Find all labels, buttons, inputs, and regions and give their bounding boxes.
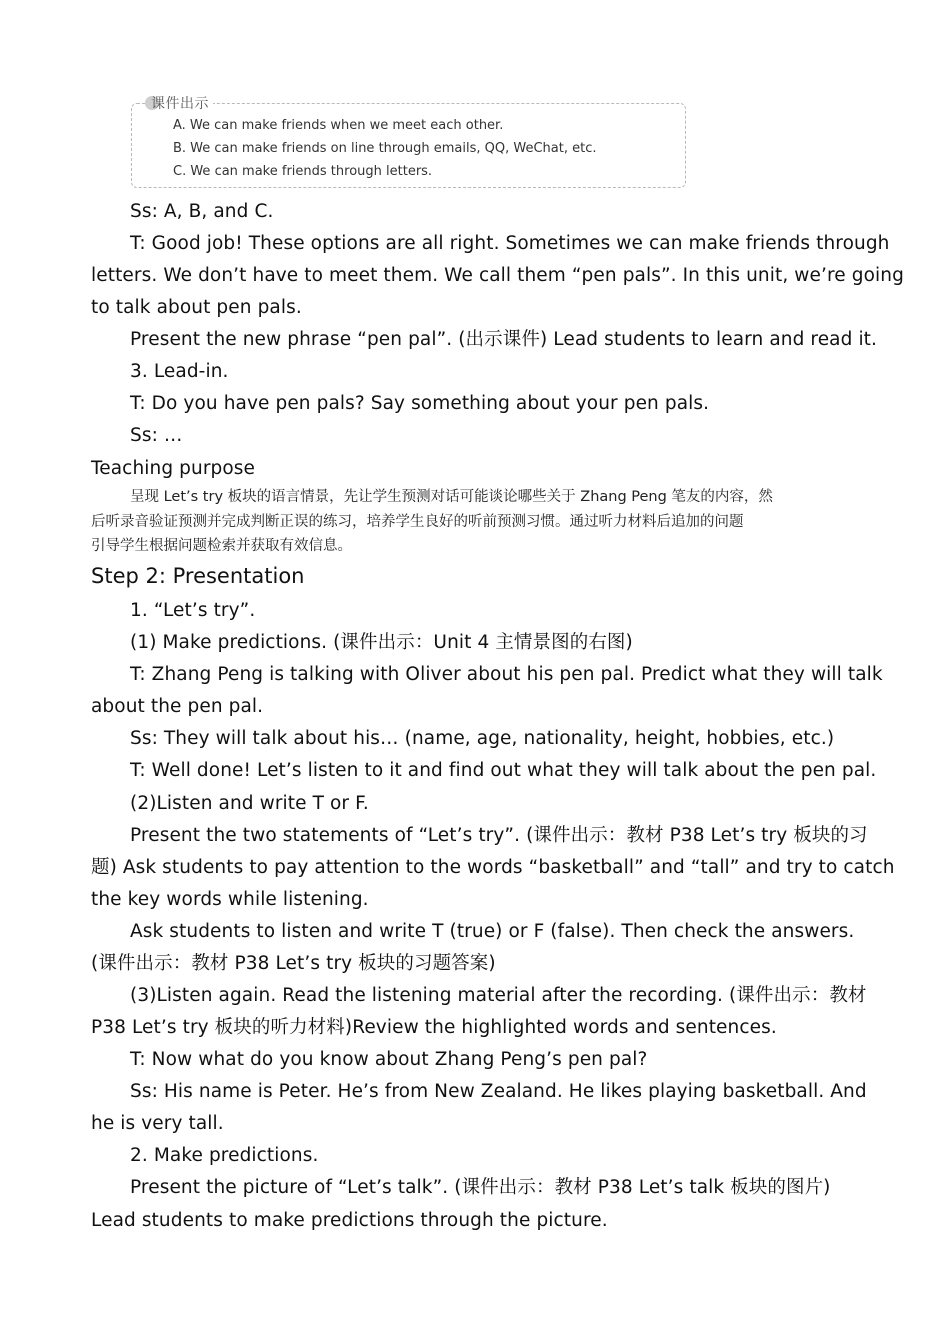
paragraph-line: to talk about pen pals.	[91, 297, 302, 318]
paragraph-line: T: Zhang Peng is talking with Oliver about his pen pal. Predict what they will talk	[130, 664, 883, 685]
paragraph-line: 1. “Let’s try”.	[130, 600, 256, 621]
paragraph-line: T: Good job! These options are all right. Sometimes we can make friends through	[130, 233, 890, 254]
paragraph-line: letters. We don’t have to meet them. We call them “pen pals”. In this unit, we’re going	[91, 265, 904, 286]
teaching-purpose-title: Teaching purpose	[91, 458, 256, 479]
paragraph-line: 2. Make predictions.	[130, 1145, 319, 1166]
paragraph-line: (课件出示：教材 P38 Let’s try 板块的习题答案)	[91, 953, 496, 974]
callout-option-c: C. We can make friends through letters.	[173, 164, 433, 179]
section-heading-step-2: Step 2: Presentation	[91, 564, 305, 588]
paragraph-line: Present the two statements of “Let’s try”. (课件出示：教材 P38 Let’s try 板块的习	[130, 825, 868, 846]
paragraph-line: T: Now what do you know about Zhang Peng’s pen pal?	[130, 1049, 648, 1070]
callout-option-a: A. We can make friends when we meet each other.	[173, 118, 504, 133]
paragraph-line: Present the picture of “Let’s talk”. (课件出示：教材 P38 Let’s talk 板块的图片)	[130, 1177, 831, 1198]
paragraph-line: Ss: A, B, and C.	[130, 201, 274, 222]
teaching-purpose-line: 引导学生根据问题检索并获取有效信息。	[91, 538, 352, 554]
paragraph-line: (3)Listen again. Read the listening material after the recording. (课件出示：教材	[130, 985, 867, 1006]
teaching-purpose-line: 后听录音验证预测并完成判断正误的练习，培养学生良好的听前预测习惯。通过听力材料后追加的问题	[91, 514, 744, 530]
paragraph-line: T: Well done! Let’s listen to it and find out what they will talk about the pen pal.	[130, 760, 877, 781]
paragraph-line: Lead students to make predictions through the picture.	[91, 1210, 608, 1231]
paragraph-line: Ss: His name is Peter. He’s from New Zealand. He likes playing basketball. And	[130, 1081, 867, 1102]
paragraph-line: 3. Lead-in.	[130, 361, 229, 382]
paragraph-line: P38 Let’s try 板块的听力材料)Review the highlighted words and sentences.	[91, 1017, 777, 1038]
paragraph-line: the key words while listening.	[91, 889, 369, 910]
paragraph-line: Present the new phrase “pen pal”. (出示课件) Lead students to learn and read it.	[130, 329, 878, 350]
paragraph-line: Ss: …	[130, 425, 183, 446]
paragraph-line: (2)Listen and write T or F.	[130, 793, 369, 814]
paragraph-line: 题) Ask students to pay attention to the words “basketball” and “tall” and try to catch	[91, 857, 895, 878]
paragraph-line: about the pen pal.	[91, 696, 264, 717]
paragraph-line: he is very tall.	[91, 1113, 224, 1134]
paragraph-line: Ss: They will talk about his… (name, age, nationality, height, hobbies, etc.)	[130, 728, 835, 749]
callout-tag-label: 课件出示	[151, 96, 209, 112]
callout-option-b: B. We can make friends on line through emails, QQ, WeChat, etc.	[173, 141, 597, 156]
teaching-purpose-line: 呈现 Let’s try 板块的语言情景，先让学生预测对话可能谈论哪些关于 Zhang Peng 笔友的内容，然	[130, 489, 773, 505]
paragraph-line: Ask students to listen and write T (true) or F (false). Then check the answers.	[130, 921, 855, 942]
paragraph-line: (1) Make predictions. (课件出示：Unit 4 主情景图的右图)	[130, 632, 633, 653]
paragraph-line: T: Do you have pen pals? Say something about your pen pals.	[130, 393, 710, 414]
courseware-callout-tag	[145, 93, 213, 113]
